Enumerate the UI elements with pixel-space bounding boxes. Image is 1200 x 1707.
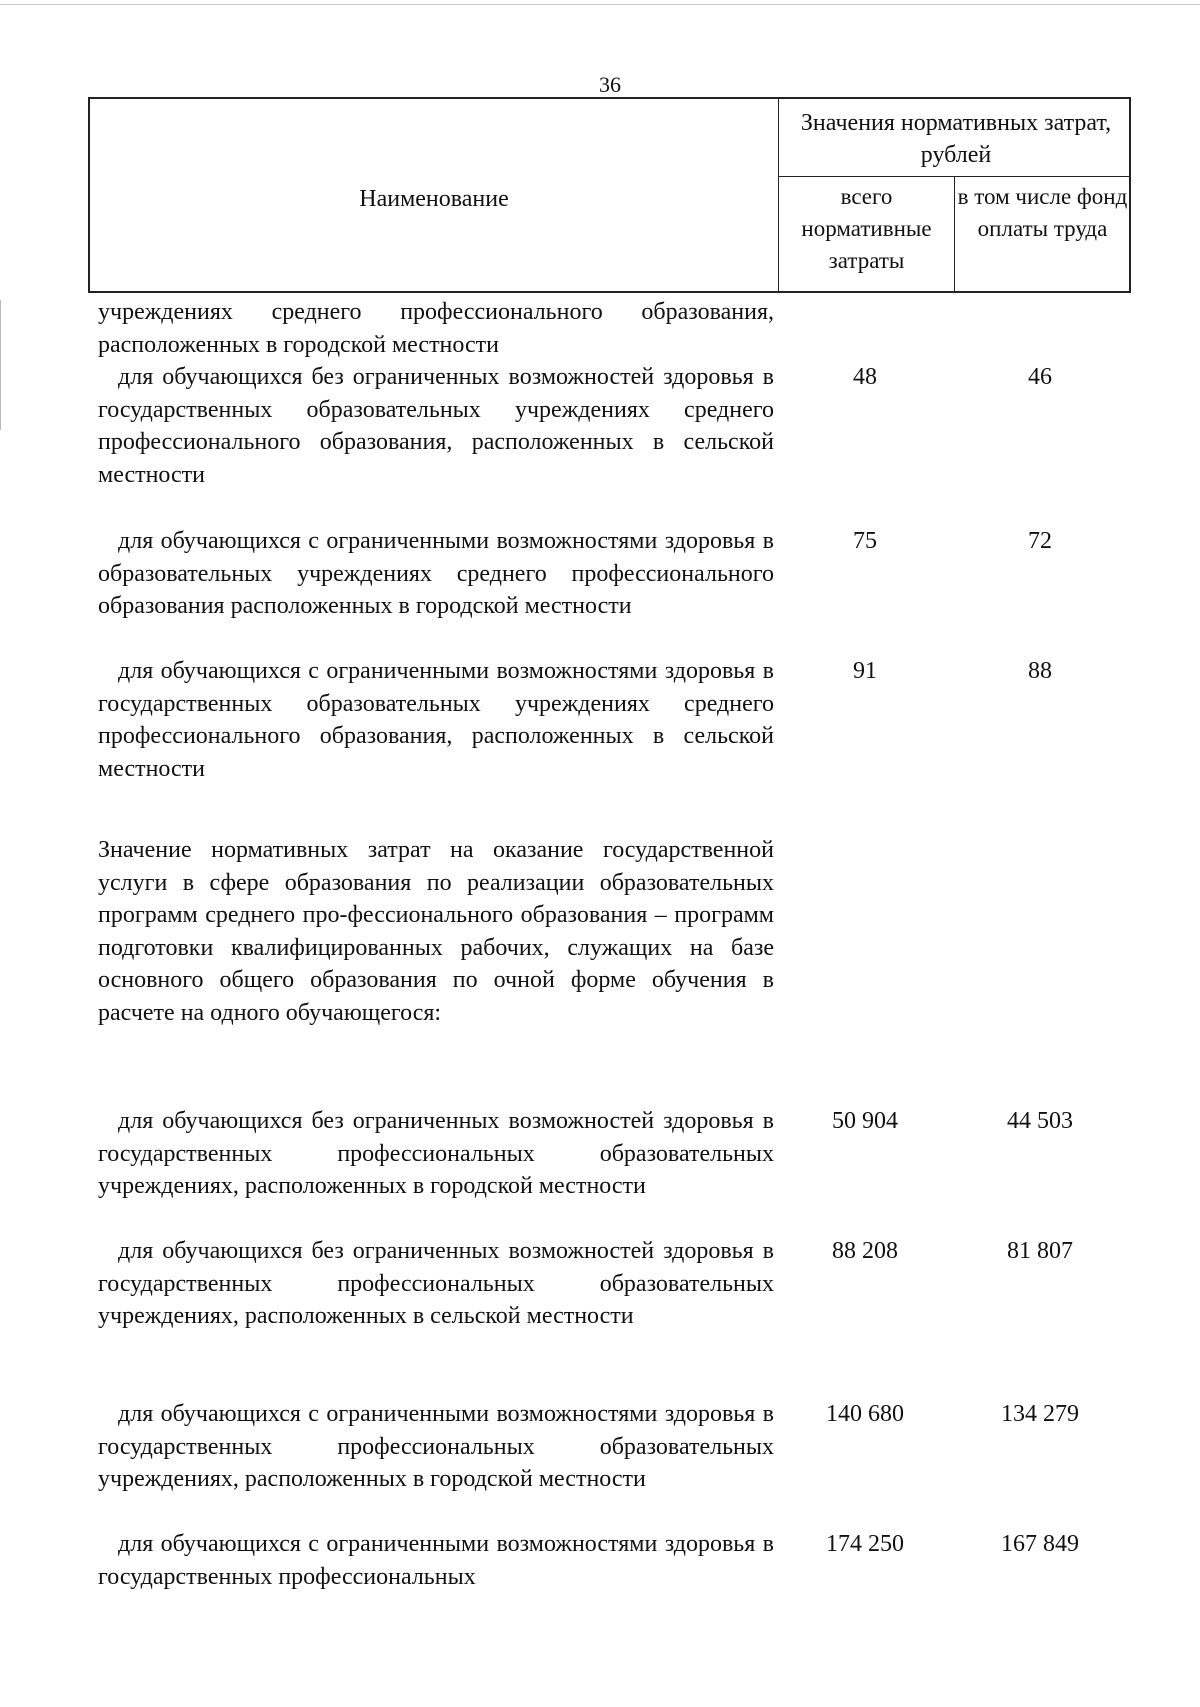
header-name-column: Наименование [359, 186, 509, 212]
section2-row-4-desc: для обучающихся с ограниченными возможностями здоровья в государственных профессиональных [98, 1531, 774, 1590]
header-values-group: Значения нормативных затрат, рублей [800, 110, 1112, 168]
page-number: 36 [599, 72, 621, 97]
section1-row-3-total: 91 [853, 658, 877, 684]
header-total-column: всего нормативные затраты [801, 184, 932, 273]
header-divider-group [778, 176, 1129, 177]
intro-paragraph: Значение нормативных затрат на оказание государственной услуги в сфере образования по реализации образовательных программ среднего про-фессионального образования – программ подготовки квалифицированных рабочих, служащих на базе основного общего образования по очной форме обучения в расчете на одного обучающегося: [98, 837, 774, 1026]
section1-row-2-wage: 72 [1028, 528, 1052, 554]
section1-row-2-total: 75 [853, 528, 877, 554]
table-header [88, 97, 1131, 293]
header-wage-column: в том числе фонд оплаты труда [957, 184, 1128, 241]
section2-row-3-total: 140 680 [826, 1401, 904, 1427]
section2-row-1-total: 50 904 [832, 1108, 898, 1134]
section2-row-3-desc: для обучающихся с ограниченными возможностями здоровья в государственных профессиональных образовательных учреждениях, расположенных в городской местности [98, 1401, 774, 1492]
section2-row-1-desc: для обучающихся без ограниченных возможностей здоровья в государственных профессиональных образовательных учреждениях, расположенных в городской местности [98, 1108, 774, 1199]
section1-row-3-wage: 88 [1028, 658, 1052, 684]
top-scan-rule [0, 4, 1200, 5]
left-scan-rule [0, 300, 1, 430]
section2-row-3-wage: 134 279 [1001, 1401, 1079, 1427]
section1-row-1-wage: 46 [1028, 364, 1052, 390]
section2-row-1-wage: 44 503 [1007, 1108, 1073, 1134]
section2-row-4-total: 174 250 [826, 1531, 904, 1557]
section2-row-4-wage: 167 849 [1001, 1531, 1079, 1557]
section2-row-2-desc: для обучающихся без ограниченных возможностей здоровья в государственных профессиональных образовательных учреждениях, расположенных в сельской местности [98, 1238, 774, 1329]
header-divider-values [954, 177, 955, 291]
section1-row-1-total: 48 [853, 364, 877, 390]
section2-row-2-total: 88 208 [832, 1238, 898, 1264]
section1-row-3-desc: для обучающихся с ограниченными возможностями здоровья в государственных образовательных учреждениях среднего профессионального образования, расположенных в сельской местности [98, 658, 774, 782]
continuation-text: учреждениях среднего профессионального образования, расположенных в городской местности [98, 299, 774, 358]
section1-row-1-desc: для обучающихся без ограниченных возможностей здоровья в государственных образовательных учреждениях среднего профессионального образования, расположенных в сельской местности [98, 364, 774, 488]
section2-row-2-wage: 81 807 [1007, 1238, 1073, 1264]
section1-row-2-desc: для обучающихся с ограниченными возможностями здоровья в образовательных учреждениях среднего профессионального образования расположенных в городской местности [98, 528, 774, 619]
